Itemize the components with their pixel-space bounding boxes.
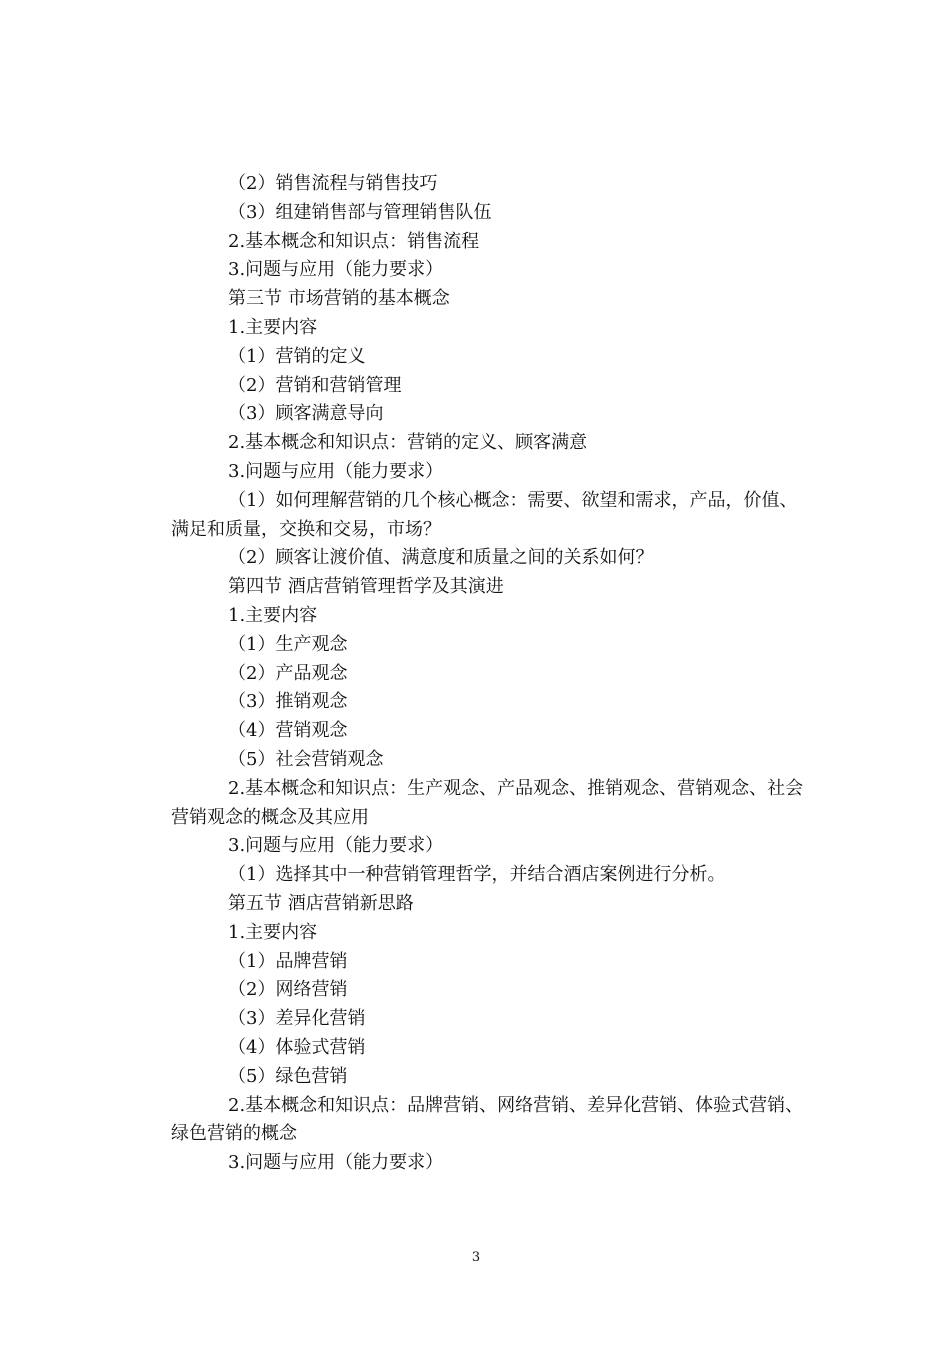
sub-item: （4）营销观念 (228, 720, 348, 742)
list-heading: 3.问题与应用（能力要求） (228, 259, 444, 281)
sub-item: （1）选择其中一种营销管理哲学，并结合酒店案例进行分析。 (228, 864, 726, 886)
sub-item: （2）网络营销 (228, 979, 348, 1001)
section-heading: 第五节 酒店营销新思路 (228, 892, 414, 914)
list-heading: 3.问题与应用（能力要求） (228, 835, 444, 857)
sub-item: （3）推销观念 (228, 691, 348, 713)
list-heading: 1.主要内容 (228, 316, 318, 338)
list-heading: 1.主要内容 (228, 604, 318, 626)
sub-item: （3）顾客满意导向 (228, 403, 384, 425)
list-heading: 2.基本概念和知识点：营销的定义、顾客满意 (228, 432, 588, 454)
list-heading: 2.基本概念和知识点：生产观念、产品观念、推销观念、营销观念、社会 (228, 777, 804, 799)
list-heading: 2.基本概念和知识点：销售流程 (228, 230, 480, 252)
list-heading: 1.主要内容 (228, 921, 318, 943)
page-number: 3 (471, 1250, 481, 1265)
list-heading-continuation: 绿色营销的概念 (171, 1123, 297, 1145)
sub-item: （1）品牌营销 (228, 950, 348, 972)
sub-item: （5）绿色营销 (228, 1065, 348, 1087)
list-heading-continuation: 营销观念的概念及其应用 (171, 806, 369, 828)
sub-item: （2）顾客让渡价值、满意度和质量之间的关系如何？ (228, 547, 654, 569)
sub-item: （1）生产观念 (228, 633, 348, 655)
sub-item: （2）产品观念 (228, 662, 348, 684)
list-heading: 3.问题与应用（能力要求） (228, 460, 444, 482)
sub-item: （4）体验式营销 (228, 1036, 366, 1058)
sub-item: （3）组建销售部与管理销售队伍 (228, 201, 492, 223)
sub-item: （1）如何理解营销的几个核心概念：需要、欲望和需求，产品，价值、 (228, 489, 798, 511)
section-heading: 第三节 市场营销的基本概念 (228, 288, 450, 310)
list-heading: 3.问题与应用（能力要求） (228, 1152, 444, 1174)
sub-item: （3）差异化营销 (228, 1008, 366, 1030)
section-heading: 第四节 酒店营销管理哲学及其演进 (228, 576, 504, 598)
page-body (171, 170, 839, 1178)
list-heading: 2.基本概念和知识点：品牌营销、网络营销、差异化营销、体验式营销、 (228, 1094, 804, 1116)
sub-item: （5）社会营销观念 (228, 748, 384, 770)
sub-item: （2）营销和营销管理 (228, 374, 402, 396)
sub-item-continuation: 满足和质量，交换和交易，市场？ (171, 518, 441, 540)
sub-item: （1）营销的定义 (228, 345, 366, 367)
sub-item: （2）销售流程与销售技巧 (228, 173, 438, 194)
